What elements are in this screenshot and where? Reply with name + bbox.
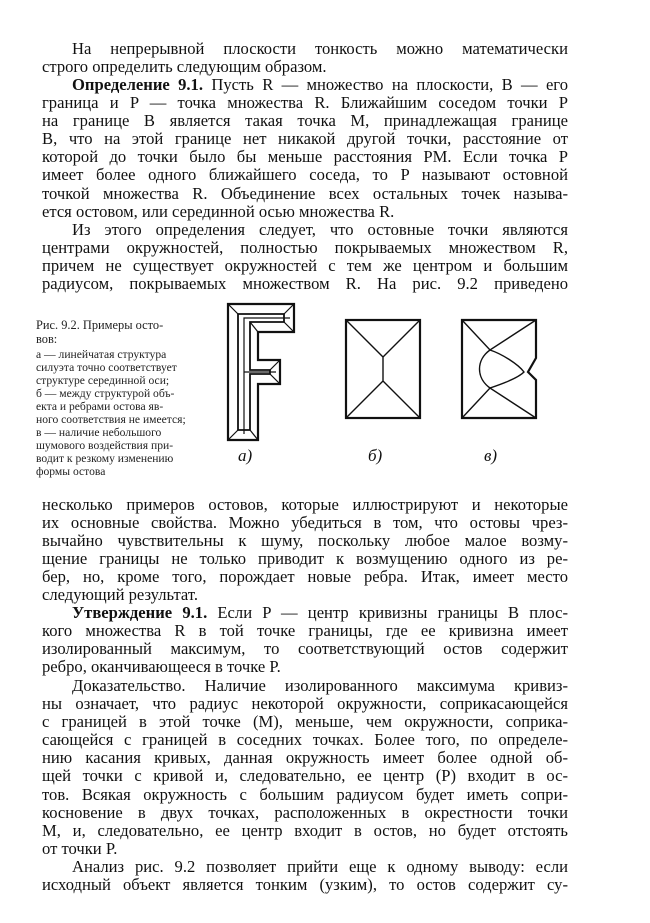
noisy-rect-loop [480,350,525,388]
text-line: бер, но, кроме того, порождает новые ребра. Итак, имеет место [42,567,568,587]
figure-a-letter-f [228,304,294,440]
text-line: изолированный максимум, то соответствующий остов содержит [42,639,568,659]
caption-line: екта и ребрами остова яв- [36,400,164,413]
text-line: B, что на этой границе нет никакой другой точки, расстояние от [42,129,568,149]
text-line: ребро, оканчивающееся в точке Р. [42,657,281,677]
text-line: щение границы не только приводит к возмущению одного из ре- [42,549,568,569]
caption-line: структуре серединной оси; [36,374,170,387]
text-line: на границе B является такая точка M, принадлежащая границе [42,111,568,131]
text-line: исходный объект является тонким (узким), то остов содержит су- [42,875,568,895]
figure-b-rectangle [346,320,420,418]
figure-c-noisy-rectangle [462,320,536,418]
caption-line: в — наличие небольшого [36,426,162,439]
definition-label: Определение 9.1. [72,75,204,94]
caption-line: силуэта точно соответствует [36,361,177,374]
text-line: с границей в этой точке (M), меньше, чем окружности, соприка- [42,712,568,732]
text-line: тов. Всякая окружность с большим радиусом будет иметь сопри- [42,784,568,804]
statement-9-1 [42,604,568,676]
rect-medial-axis [346,320,420,418]
caption-line: а — линейчатая структура [36,348,167,361]
statement-text: Если P — центр кривизны границы B плос- [217,603,569,622]
paragraph-intro [42,40,568,76]
paragraph-examples [42,496,568,605]
paragraph-analysis [42,858,568,894]
text-line: которой до точки было бы меньше расстояния PM. Если точка P [42,147,568,167]
figure-caption [36,318,212,478]
figure-drawings [222,298,552,470]
text-line: точкой множества R. Объединение всех остальных точек называ- [42,183,568,203]
figure-label-c: в) [484,446,498,465]
text-line: косновение в двух точках, расположенных в окрестности точки [42,802,568,822]
text-line: нию касания кривых, данная окружность имеет более одной об- [42,748,568,768]
statement-label: Утверждение 9.1. [72,603,208,622]
text-line: ны означает, что радиус некоторой окружности, соприкасающейся [42,694,568,714]
text-line: Доказательство. Наличие изолированного максимума кривиз- [72,676,568,695]
text-line [42,76,568,94]
text-line: от точки P. [42,838,118,858]
caption-line: б — между структурой объ- [36,387,175,400]
text-line: M, и, следовательно, ее центр входит в остов, но будет отстоять [42,820,568,840]
text-line: их основные свойства. Можно убедиться в том, что остовы чрез- [42,513,568,533]
text-line: граница и P — точка множества R. Ближайшим соседом точки P [42,93,568,113]
text-line [42,604,568,622]
text-line: Из этого определения следует, что остовные точки являются [72,220,568,239]
paragraph-consequence [42,221,568,293]
proof [42,677,568,858]
text-line: Анализ рис. 9.2 позволяет прийти еще к одному выводу: если [72,857,568,876]
text-line: причем не существует окружностей с тем же центром и большим [42,256,568,276]
caption-line: шумового воздействия при- [36,439,174,452]
text-line: вычайно чувствительны к шуму, поскольку любое малое возму- [42,531,568,551]
noisy-rect-outline [462,320,536,418]
text-line: строго определить следующим образом. [42,57,327,77]
text-line: радиусом, покрываемых множеством R. На рис. 9.2 приведено [42,274,568,294]
figure-9-2 [222,298,552,470]
text-line: имеет более одного ближайшего соседа, то P называют остовной [42,165,568,185]
text-line: кого множества R в той точке границы, где ее кривизна имеет [42,621,568,641]
text-line: несколько примеров остовов, которые иллюстрируют и некоторые [42,495,568,514]
text-line: ется остовом, или серединной осью множества R. [42,201,395,221]
text-line: центрами окружностей, полностью покрываемых множеством R, [42,238,568,258]
definition-9-1 [42,76,568,221]
caption-line: ного соответствия не имеется; [36,413,186,426]
caption-line: формы остова [36,465,106,478]
caption-title: Рис. 9.2. Примеры осто- вов: [36,318,164,346]
caption-line: водит к резкому изменению [36,452,174,465]
text-line: На непрерывной плоскости тонкость можно математически [72,39,568,58]
text-line: следующий результат. [42,585,199,605]
definition-text: Пусть R — множество на плоскости, B — его [211,75,568,94]
figure-label-a: а) [238,446,253,465]
figure-label-b: б) [368,446,383,465]
text-line: сающейся с границей в соседних точках. Более того, по определе- [42,730,568,750]
noisy-rect-axis [462,320,536,418]
text-line: щей точки с кривой и, следовательно, ее центр (P) входит в ос- [42,766,568,786]
